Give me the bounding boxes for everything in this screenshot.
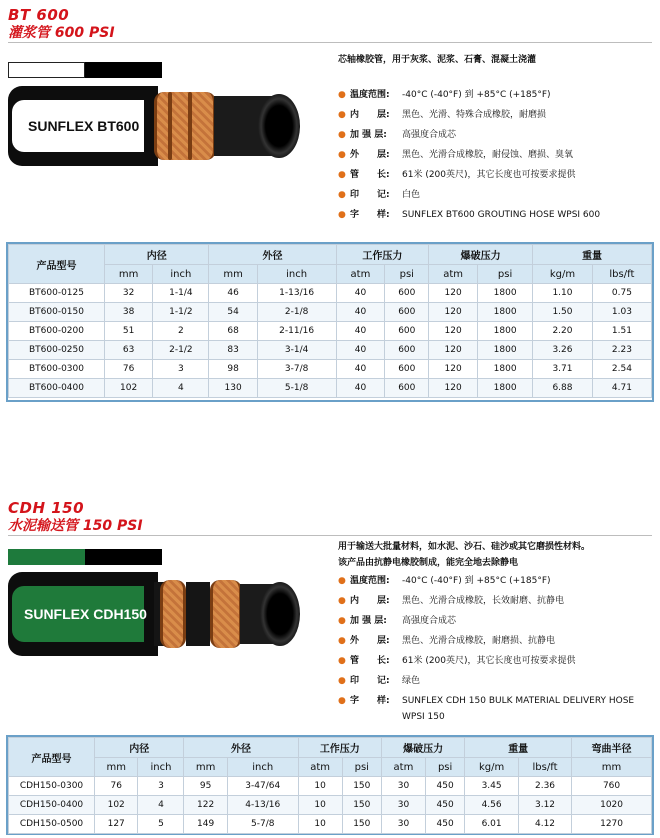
cdh150-inner-segment: [186, 582, 210, 646]
table-header-group: 外径: [184, 738, 298, 758]
table-unit: kg/m: [533, 265, 593, 284]
cdh150-spec-3: [338, 631, 642, 651]
table-cell: 2.54: [592, 360, 651, 379]
table-cell: 5-7/8: [227, 815, 298, 834]
bullet-icon: ●: [338, 616, 346, 626]
table-cell: 102: [105, 379, 153, 398]
table-cell: 6.01: [465, 815, 519, 834]
table-cell: 95: [184, 777, 227, 796]
table-header-group: 外径: [209, 245, 336, 265]
bullet-icon: ●: [338, 210, 346, 220]
table-cell: 40: [336, 360, 385, 379]
table-cell: 120: [429, 379, 478, 398]
table-header-group: 重量: [465, 738, 572, 758]
spec-value: 61米 (200英尺)，其它长度也可按要求提供: [402, 656, 576, 666]
table-cell: 2.20: [533, 322, 593, 341]
spec-value: SUNFLEX CDH 150 BULK MATERIAL DELIVERY HOSE WPSI 150: [402, 696, 635, 722]
table-cell: 3.71: [533, 360, 593, 379]
cdh150-spec-1: [338, 591, 642, 611]
spec-key: 内 层:: [350, 596, 390, 606]
table-cell: 5-1/8: [257, 379, 336, 398]
bt600-spec-2: [338, 125, 600, 145]
bt600-swatch-white: [8, 62, 85, 78]
table-cell: 150: [342, 815, 381, 834]
spec-key: 温度范围:: [350, 90, 390, 100]
bullet-icon: ●: [338, 130, 346, 140]
table-cell: 76: [105, 360, 153, 379]
cdh150-title-cn: 水泥输送管 150 PSI: [8, 518, 143, 534]
spec-key: 内 层:: [350, 110, 390, 120]
spec-value: 高强度合成芯: [402, 130, 457, 140]
table-cell: 5: [138, 815, 184, 834]
table-cell: 40: [336, 284, 385, 303]
table-cell: 76: [95, 777, 138, 796]
table-cell: 63: [105, 341, 153, 360]
bt600-reinf-stripe-2: [188, 92, 192, 160]
table-cell: 150: [342, 777, 381, 796]
table-cell: 1.03: [592, 303, 651, 322]
cdh150-table-body: [9, 777, 652, 834]
cdh150-color-swatches: [8, 549, 162, 565]
cdh150-spec-2: [338, 611, 642, 631]
spec-key: 字 样:: [350, 210, 390, 220]
bt600-intro: 芯轴橡胶管，用于灰浆、泥浆、石膏、混凝土浇灌: [338, 55, 537, 65]
table-header-group: 弯曲半径: [572, 738, 652, 758]
table-row: [9, 796, 652, 815]
table-cell: 3-7/8: [257, 360, 336, 379]
table-cell: 450: [425, 796, 464, 815]
table-cell: 54: [209, 303, 257, 322]
spec-value: 绿色: [402, 676, 421, 686]
table-cell: 3: [153, 360, 209, 379]
table-cell: 0.75: [592, 284, 651, 303]
table-cell-model: CDH150-0300: [9, 777, 95, 796]
table-cell: 130: [209, 379, 257, 398]
bt600-swatch-black: [85, 62, 162, 78]
spec-value: -40°C (-40°F) 到 +85°C (+185°F): [402, 576, 551, 586]
table-cell: 3.26: [533, 341, 593, 360]
spec-key: 管 长:: [350, 656, 390, 666]
table-unit: psi: [385, 265, 429, 284]
table-cell: 1800: [478, 341, 533, 360]
bt600-spec-4: [338, 165, 600, 185]
table-cell-model: BT600-0300: [9, 360, 105, 379]
table-unit: mm: [572, 758, 652, 777]
cdh150-hose-label: SUNFLEX CDH150: [24, 606, 147, 622]
cdh150-title-en: CDH 150: [8, 499, 85, 517]
bullet-icon: ●: [338, 190, 346, 200]
table-cell: 2-11/16: [257, 322, 336, 341]
table-cell: 4: [153, 379, 209, 398]
table-cell: 600: [385, 360, 429, 379]
spec-value: 61米 (200英尺)，其它长度也可按要求提供: [402, 170, 576, 180]
bt600-table-body: [9, 284, 652, 398]
table-cell: 4-13/16: [227, 796, 298, 815]
table-cell: 4: [138, 796, 184, 815]
bt600-hose-opening: [258, 94, 300, 158]
table-header-model: 产品型号: [9, 738, 95, 777]
table-row: [9, 341, 652, 360]
table-cell: 40: [336, 379, 385, 398]
table-unit: psi: [342, 758, 381, 777]
cdh150-hose-image: [8, 572, 300, 656]
table-cell: 3: [138, 777, 184, 796]
spec-value: 黑色、光滑、特殊合成橡胶，耐磨损: [402, 110, 547, 120]
table-cell-model: BT600-0200: [9, 322, 105, 341]
table-row: [9, 379, 652, 398]
spec-key: 加 强 层:: [350, 130, 387, 140]
spec-key: 加 强 层:: [350, 616, 387, 626]
table-cell: 2-1/8: [257, 303, 336, 322]
bullet-icon: ●: [338, 596, 346, 606]
table-cell: 600: [385, 322, 429, 341]
table-unit: atm: [381, 758, 425, 777]
cdh150-spec-6: [338, 691, 642, 725]
bullet-icon: ●: [338, 90, 346, 100]
table-unit: psi: [425, 758, 464, 777]
table-cell: 30: [381, 815, 425, 834]
table-unit: inch: [257, 265, 336, 284]
cdh150-swatch-green: [8, 549, 85, 565]
table-unit: mm: [209, 265, 257, 284]
table-cell: 1.51: [592, 322, 651, 341]
table-cell: 149: [184, 815, 227, 834]
bt600-spec-1: [338, 105, 600, 125]
spec-key: 字 样:: [350, 696, 390, 706]
bullet-icon: ●: [338, 636, 346, 646]
table-unit: inch: [138, 758, 184, 777]
table-row: [9, 303, 652, 322]
table-cell: 98: [209, 360, 257, 379]
table-cell: 10: [298, 777, 342, 796]
table-cell: 40: [336, 322, 385, 341]
table-cell: 40: [336, 341, 385, 360]
table-cell: 2.36: [518, 777, 571, 796]
spec-value: SUNFLEX BT600 GROUTING HOSE WPSI 600: [402, 210, 601, 220]
table-cell: 1020: [572, 796, 652, 815]
table-cell: 3.12: [518, 796, 571, 815]
table-cell: 1800: [478, 379, 533, 398]
cdh150-spec-5: [338, 671, 642, 691]
table-cell: 30: [381, 777, 425, 796]
table-cell: 1.50: [533, 303, 593, 322]
table-cell: 1.10: [533, 284, 593, 303]
bt600-spec-table: [8, 244, 652, 398]
table-row: [9, 322, 652, 341]
table-cell: 1800: [478, 303, 533, 322]
bt600-divider: [8, 42, 652, 43]
bt600-title-cn: 灌浆管 600 PSI: [8, 25, 115, 41]
spec-key: 外 层:: [350, 636, 390, 646]
bullet-icon: ●: [338, 110, 346, 120]
table-cell: 3-47/64: [227, 777, 298, 796]
cdh150-intro-1: 用于输送大批量材料，如水泥、沙石、硅沙或其它磨损性材料。: [338, 542, 591, 552]
table-unit: inch: [227, 758, 298, 777]
table-cell: 51: [105, 322, 153, 341]
bt600-spec-0: [338, 85, 600, 105]
cdh150-spec-table: [8, 737, 652, 834]
table-cell: 4.56: [465, 796, 519, 815]
bt600-title-en: BT 600: [8, 6, 70, 24]
bt600-spec-5: [338, 185, 600, 205]
table-row: [9, 815, 652, 834]
spec-value: -40°C (-40°F) 到 +85°C (+185°F): [402, 90, 551, 100]
table-cell: 32: [105, 284, 153, 303]
bullet-icon: ●: [338, 150, 346, 160]
table-cell: 1-13/16: [257, 284, 336, 303]
table-cell-model: BT600-0250: [9, 341, 105, 360]
bt600-spec-6: [338, 205, 600, 225]
bullet-icon: ●: [338, 696, 346, 706]
table-cell: 4.12: [518, 815, 571, 834]
bullet-icon: ●: [338, 576, 346, 586]
bullet-icon: ●: [338, 676, 346, 686]
bullet-icon: ●: [338, 170, 346, 180]
cdh150-spec-4: [338, 651, 642, 671]
bt600-hose-image: [8, 86, 300, 166]
table-unit: kg/m: [465, 758, 519, 777]
bt600-reinf-stripe-1: [168, 92, 172, 160]
table-cell: 120: [429, 360, 478, 379]
table-cell: 150: [342, 796, 381, 815]
table-unit: lbs/ft: [592, 265, 651, 284]
spec-key: 外 层:: [350, 150, 390, 160]
table-cell: 1800: [478, 322, 533, 341]
table-cell: 3.45: [465, 777, 519, 796]
table-cell: 122: [184, 796, 227, 815]
table-row: [9, 360, 652, 379]
spec-key: 印 记:: [350, 676, 390, 686]
spec-key: 管 长:: [350, 170, 390, 180]
table-cell: 30: [381, 796, 425, 815]
table-cell-model: CDH150-0500: [9, 815, 95, 834]
table-cell: 600: [385, 284, 429, 303]
bt600-hose-label: SUNFLEX BT600: [28, 118, 140, 134]
table-cell-model: BT600-0125: [9, 284, 105, 303]
table-cell: 450: [425, 777, 464, 796]
table-unit: atm: [429, 265, 478, 284]
table-header-group: 爆破压力: [381, 738, 464, 758]
table-unit: mm: [95, 758, 138, 777]
table-cell: 2-1/2: [153, 341, 209, 360]
table-cell-model: CDH150-0400: [9, 796, 95, 815]
cdh150-spec-block: [338, 539, 642, 725]
cdh150-intro-2: 该产品由抗静电橡胶制成，能完全地去除静电: [338, 558, 519, 568]
cdh150-reinf-2: [210, 580, 242, 648]
table-unit: mm: [184, 758, 227, 777]
table-header-group: 工作压力: [336, 245, 429, 265]
bt600-spec-3: [338, 145, 600, 165]
table-cell: 600: [385, 303, 429, 322]
spec-value: 白色: [402, 190, 421, 200]
spec-key: 温度范围:: [350, 576, 390, 586]
spec-value: 黑色、光滑合成橡胶，耐磨损、抗静电: [402, 636, 556, 646]
spec-value: 黑色、光滑合成橡胶，耐侵蚀、磨损、臭氧: [402, 150, 574, 160]
table-cell: 1800: [478, 284, 533, 303]
table-cell: 6.88: [533, 379, 593, 398]
table-cell: 68: [209, 322, 257, 341]
table-cell: 10: [298, 815, 342, 834]
table-unit: lbs/ft: [518, 758, 571, 777]
table-cell: 2: [153, 322, 209, 341]
table-header-group: 内径: [105, 245, 209, 265]
table-cell: 760: [572, 777, 652, 796]
bt600-color-swatches: [8, 62, 162, 78]
table-cell: 10: [298, 796, 342, 815]
spec-value: 高强度合成芯: [402, 616, 457, 626]
table-cell: 38: [105, 303, 153, 322]
cdh150-hose-opening: [260, 582, 300, 646]
table-cell: 4.71: [592, 379, 651, 398]
table-cell: 600: [385, 379, 429, 398]
table-cell: 83: [209, 341, 257, 360]
table-cell: 127: [95, 815, 138, 834]
bt600-reinforcement-layer: [154, 92, 216, 160]
table-unit: mm: [105, 265, 153, 284]
table-cell: 3-1/4: [257, 341, 336, 360]
cdh150-spec-0: [338, 571, 642, 591]
table-unit: inch: [153, 265, 209, 284]
table-row: [9, 777, 652, 796]
table-header-group: 内径: [95, 738, 184, 758]
table-unit: atm: [298, 758, 342, 777]
table-cell: 1800: [478, 360, 533, 379]
cdh150-divider: [8, 535, 652, 536]
table-cell: 120: [429, 322, 478, 341]
table-row: [9, 284, 652, 303]
table-cell: 120: [429, 341, 478, 360]
table-cell: 46: [209, 284, 257, 303]
table-cell-model: BT600-0400: [9, 379, 105, 398]
cdh150-swatch-black: [85, 549, 162, 565]
table-unit: atm: [336, 265, 385, 284]
table-header-model: 产品型号: [9, 245, 105, 284]
table-cell: 450: [425, 815, 464, 834]
table-cell: 1-1/2: [153, 303, 209, 322]
spec-key: 印 记:: [350, 190, 390, 200]
table-cell: 120: [429, 303, 478, 322]
table-cell: 40: [336, 303, 385, 322]
table-cell: 120: [429, 284, 478, 303]
table-cell: 1-1/4: [153, 284, 209, 303]
table-cell: 2.23: [592, 341, 651, 360]
table-header-group: 工作压力: [298, 738, 381, 758]
spec-value: 黑色、光滑合成橡胶，长效耐磨、抗静电: [402, 596, 565, 606]
table-header-group: 爆破压力: [429, 245, 533, 265]
cdh150-reinf-1: [160, 580, 186, 648]
table-cell: 1270: [572, 815, 652, 834]
bullet-icon: ●: [338, 656, 346, 666]
bt600-spec-block: [338, 50, 600, 225]
table-cell-model: BT600-0150: [9, 303, 105, 322]
table-cell: 600: [385, 341, 429, 360]
table-unit: psi: [478, 265, 533, 284]
table-cell: 102: [95, 796, 138, 815]
table-header-group: 重量: [533, 245, 652, 265]
